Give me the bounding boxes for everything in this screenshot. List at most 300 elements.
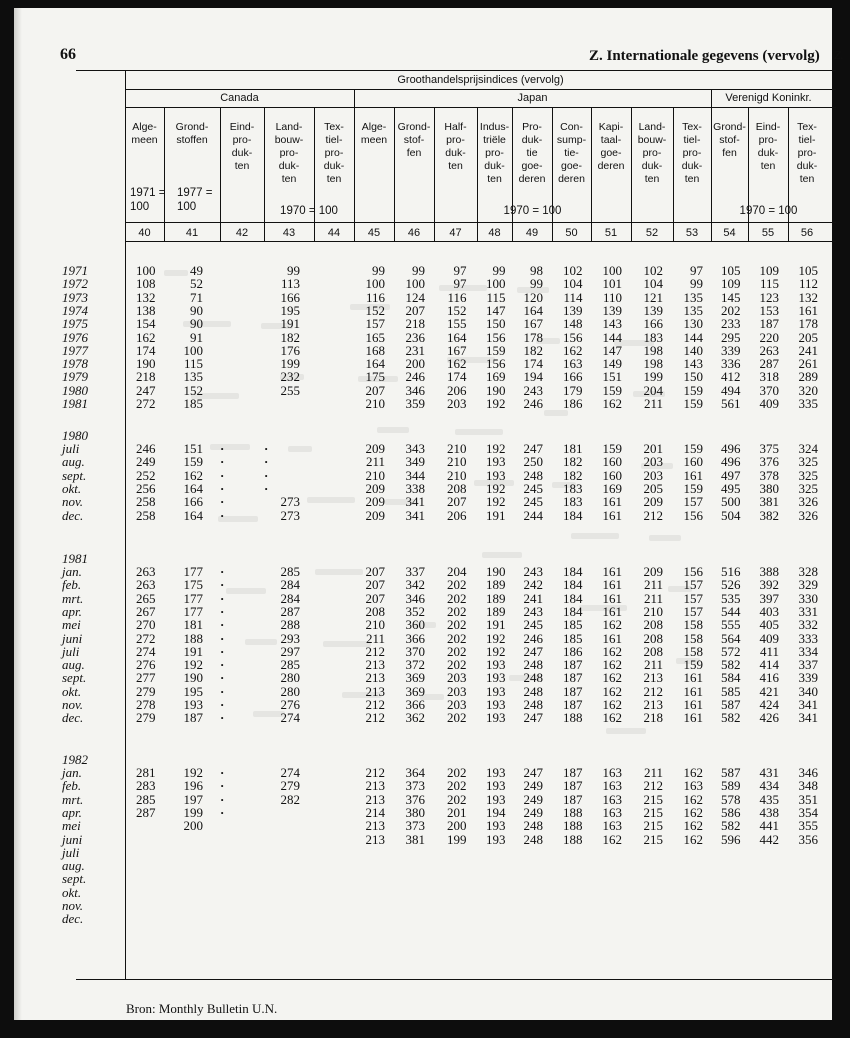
column-header: Half- pro- duk- ten <box>444 121 467 172</box>
table-cell: 236 <box>405 329 425 345</box>
table-cell: 249 <box>523 791 543 807</box>
table-cell: 166 <box>183 494 203 510</box>
table-cell: 434 <box>759 778 779 794</box>
table-cell: 193 <box>486 765 506 780</box>
table-cell: · <box>220 765 225 780</box>
table-cell: 188 <box>183 630 203 646</box>
table-cell: 202 <box>447 603 467 619</box>
table-cell: 192 <box>183 765 203 780</box>
table-cell: 215 <box>643 804 663 820</box>
table-cell: 176 <box>280 342 300 358</box>
table-cell: 191 <box>486 617 506 633</box>
base-year-label: 1970 = 100 <box>739 205 798 217</box>
table-cell: 287 <box>280 603 300 619</box>
table-cell: 246 <box>523 630 543 646</box>
table-cell: 213 <box>643 670 663 686</box>
table-cell: 193 <box>486 697 506 712</box>
row-label: 1976 <box>62 329 88 345</box>
table-cell: 555 <box>721 617 741 633</box>
table-cell: · <box>220 683 225 699</box>
row-label: nov. <box>62 697 84 712</box>
table-cell: 109 <box>721 276 741 292</box>
table-cell: 246 <box>523 396 543 411</box>
table-cell: 207 <box>365 577 385 593</box>
table-cell: 164 <box>183 480 203 496</box>
table-cell: 202 <box>447 791 467 807</box>
table-cell: 199 <box>447 831 467 847</box>
table-cell: 197 <box>183 791 203 807</box>
table-cell: 210 <box>365 617 385 633</box>
next-page-fragment <box>834 48 850 63</box>
bleed-through-mark <box>606 728 646 734</box>
table-cell: 582 <box>721 710 741 726</box>
table-cell: 526 <box>721 577 741 593</box>
column-number: 46 <box>407 227 421 239</box>
table-cell: 421 <box>759 683 779 699</box>
table-cell: · <box>220 778 225 794</box>
table-cell: 354 <box>798 804 818 820</box>
table-cell: 162 <box>563 342 583 358</box>
table-cell: 243 <box>523 564 543 579</box>
column-number: 41 <box>185 227 199 239</box>
table-cell: 184 <box>563 564 583 579</box>
table-cell: 163 <box>602 804 622 820</box>
table-cell: 130 <box>683 316 703 332</box>
table-cell: 209 <box>365 441 385 456</box>
table-cell: 212 <box>365 643 385 659</box>
table-cell: 210 <box>447 454 467 470</box>
table-cell: 145 <box>721 289 741 305</box>
table-cell: 144 <box>683 329 703 345</box>
column-header: Alge- meen <box>131 121 158 146</box>
table-cell: 148 <box>563 316 583 332</box>
table-cell: · <box>220 603 225 619</box>
table-cell: 194 <box>523 369 543 385</box>
table-cell: · <box>220 630 225 646</box>
table-cell: 157 <box>683 577 703 593</box>
bleed-through-mark <box>455 429 503 435</box>
row-label: 1979 <box>62 369 88 385</box>
table-cell: 339 <box>721 342 741 358</box>
column-number: 47 <box>449 227 462 239</box>
table-cell: 245 <box>523 494 543 510</box>
year-heading: 1980 <box>62 427 88 443</box>
table-cell: 193 <box>486 657 506 673</box>
table-cell: 112 <box>798 276 818 292</box>
table-cell: 116 <box>447 289 467 305</box>
table-cell: 199 <box>643 369 663 385</box>
table-cell: 245 <box>523 617 543 633</box>
table-cell: 273 <box>280 507 300 523</box>
table-cell: 409 <box>759 396 779 411</box>
table-cell: 181 <box>183 617 203 633</box>
table-cell: 207 <box>405 302 425 318</box>
table-cell: 184 <box>563 603 583 619</box>
column-number: 43 <box>282 227 296 239</box>
table-cell: 177 <box>183 590 203 606</box>
table-cell: 276 <box>280 697 300 712</box>
column-number: 49 <box>525 227 539 239</box>
table-cell: 109 <box>759 263 779 278</box>
table-cell: 209 <box>365 494 385 510</box>
table-top-rule <box>76 70 836 71</box>
table-cell: 194 <box>486 804 506 820</box>
table-cell: 202 <box>447 577 467 593</box>
column-header: Kapi- taal- goe- deren <box>597 121 625 172</box>
table-cell: 105 <box>798 263 818 278</box>
row-label: feb. <box>62 577 82 593</box>
table-cell: 200 <box>405 356 425 372</box>
table-cell: 193 <box>486 791 506 807</box>
table-cell: 248 <box>523 467 543 483</box>
stub-rule <box>125 70 126 980</box>
table-cell: 218 <box>405 316 425 332</box>
table-cell: 132 <box>798 289 818 305</box>
table-cell: 184 <box>563 577 583 593</box>
table-cell: 325 <box>798 480 818 496</box>
table-cell: 167 <box>523 316 543 332</box>
table-cell: 213 <box>365 831 385 847</box>
table-cell: 380 <box>759 480 779 496</box>
table-cell: 191 <box>280 316 300 332</box>
table-cell: 190 <box>486 382 506 398</box>
table-cell: 248 <box>523 831 543 847</box>
table-cell: 162 <box>602 670 622 686</box>
table-cell: 331 <box>798 603 818 619</box>
row-label: sept. <box>62 871 87 887</box>
table-cell: 202 <box>447 643 467 659</box>
table-cell: 175 <box>365 369 385 385</box>
table-cell: 206 <box>447 507 467 523</box>
table-cell: 178 <box>523 329 543 345</box>
table-cell: 187 <box>563 657 583 673</box>
column-number: 55 <box>761 227 775 239</box>
table-cell: 325 <box>798 454 818 470</box>
table-cell: 214 <box>365 804 385 820</box>
table-cell: 90 <box>190 316 203 332</box>
table-cell: 196 <box>183 778 203 794</box>
table-cell: 183 <box>643 329 663 345</box>
table-cell: 497 <box>721 467 741 483</box>
table-cell: 182 <box>563 467 583 483</box>
table-cell: 279 <box>136 683 156 699</box>
table-cell: 263 <box>759 342 779 358</box>
year-heading: 1981 <box>62 550 88 566</box>
table-cell: 243 <box>523 382 543 398</box>
table-cell: 189 <box>486 590 506 606</box>
table-cell: 102 <box>563 263 583 278</box>
table-cell: 207 <box>365 590 385 606</box>
table-cell: 185 <box>563 630 583 646</box>
table-cell: 203 <box>643 467 663 483</box>
table-cell: 175 <box>183 577 203 593</box>
table-cell: 213 <box>365 778 385 794</box>
row-label: juli <box>62 643 80 659</box>
table-cell: 90 <box>190 302 203 318</box>
row-label: 1974 <box>62 302 88 318</box>
table-cell: 337 <box>405 564 425 579</box>
column-number: 53 <box>685 227 699 239</box>
table-cell: 202 <box>447 765 467 780</box>
table-cell: 346 <box>798 765 818 780</box>
table-cell: 161 <box>602 590 622 606</box>
table-cell: 210 <box>447 441 467 456</box>
table-cell: 157 <box>683 494 703 510</box>
table-cell: 206 <box>447 382 467 398</box>
table-cell: 212 <box>365 697 385 712</box>
row-label: 1975 <box>62 316 88 332</box>
row-label: aug. <box>62 858 85 874</box>
table-cell: 188 <box>563 831 583 847</box>
table-cell: 249 <box>523 804 543 820</box>
table-cell: 159 <box>683 382 703 398</box>
table-cell: 282 <box>280 791 300 807</box>
table-cell: 364 <box>405 765 425 780</box>
table-cell: 140 <box>683 342 703 358</box>
table-cell: 187 <box>563 765 583 780</box>
table-cell: 210 <box>447 467 467 483</box>
table-cell: 174 <box>136 342 156 358</box>
table-cell: 115 <box>183 356 203 372</box>
table-cell: 255 <box>280 382 300 398</box>
column-header: Land- bouw- pro- duk- ten <box>637 121 667 185</box>
table-cell: 381 <box>759 494 779 510</box>
table-cell: 247 <box>523 765 543 780</box>
table-cell: 210 <box>365 396 385 411</box>
table-cell: 267 <box>136 603 156 619</box>
table-cell: 185 <box>563 617 583 633</box>
table-cell: 211 <box>365 454 385 470</box>
table-cell: 218 <box>643 710 663 726</box>
table-cell: 135 <box>183 369 203 385</box>
table-cell: 199 <box>183 804 203 820</box>
table-cell: · <box>220 697 225 712</box>
table-cell: 162 <box>683 831 703 847</box>
table-cell: 188 <box>563 804 583 820</box>
table-cell: · <box>264 467 269 483</box>
table-cell: 208 <box>365 603 385 619</box>
table-cell: 215 <box>643 831 663 847</box>
row-label: mrt. <box>62 791 84 807</box>
next-page-chapter: Z. <box>834 48 844 62</box>
table-cell: 362 <box>405 710 425 726</box>
table-cell: 213 <box>365 791 385 807</box>
table-cell: 97 <box>453 276 467 292</box>
colnum-rule <box>125 241 836 242</box>
row-label: okt. <box>62 683 82 699</box>
table-cell: 403 <box>759 603 779 619</box>
table-cell: 231 <box>405 342 425 358</box>
table-cell: 157 <box>683 603 703 619</box>
table-cell: 205 <box>643 480 663 496</box>
table-cell: 535 <box>721 590 741 606</box>
table-cell: 360 <box>405 617 425 633</box>
table-cell: 190 <box>183 670 203 686</box>
row-label: aug. <box>62 657 85 673</box>
table-cell: 166 <box>280 289 300 305</box>
table-cell: 202 <box>447 590 467 606</box>
table-cell: 152 <box>183 382 203 398</box>
table-cell: 139 <box>563 302 583 318</box>
table-cell: 248 <box>523 683 543 699</box>
table-cell: 376 <box>759 454 779 470</box>
table-cell: 373 <box>405 818 425 834</box>
table-cell: 381 <box>405 831 425 847</box>
table-cell: 285 <box>280 564 300 579</box>
table-cell: 208 <box>643 617 663 633</box>
table-cell: 494 <box>721 382 741 398</box>
row-label: nov. <box>62 898 84 913</box>
table-cell: · <box>220 617 225 633</box>
table-cell: 293 <box>280 630 300 646</box>
table-cell: 193 <box>183 697 203 712</box>
table-cell: 166 <box>643 316 663 332</box>
table-cell: 337 <box>798 657 818 673</box>
table-cell: 211 <box>643 396 663 411</box>
table-cell: 500 <box>721 494 741 510</box>
table-cell: 150 <box>486 316 506 332</box>
table-cell: 156 <box>486 356 506 372</box>
table-cell: 544 <box>721 603 741 619</box>
table-cell: 162 <box>683 804 703 820</box>
table-cell: 215 <box>643 818 663 834</box>
row-label: 1981 <box>62 396 88 411</box>
table-cell: 344 <box>405 467 425 483</box>
table-cell: 182 <box>523 342 543 358</box>
table-cell: 211 <box>643 765 663 780</box>
table-cell: 163 <box>563 356 583 372</box>
table-cell: 245 <box>523 480 543 496</box>
table-cell: 132 <box>136 289 156 305</box>
row-label: 1978 <box>62 356 88 372</box>
table-cell: 272 <box>136 630 156 646</box>
table-cell: 232 <box>280 369 300 385</box>
table-cell: 159 <box>683 396 703 411</box>
table-cell: 584 <box>721 670 741 686</box>
table-cell: 202 <box>447 778 467 794</box>
table-cell: 369 <box>405 670 425 686</box>
table-cell: · <box>264 480 269 496</box>
table-cell: 157 <box>683 590 703 606</box>
table-cell: 585 <box>721 683 741 699</box>
table-cell: · <box>220 454 225 470</box>
group-label: Canada <box>220 92 259 104</box>
table-cell: 210 <box>643 603 663 619</box>
table-cell: 157 <box>365 316 385 332</box>
table-cell: 326 <box>798 494 818 510</box>
table-cell: 161 <box>683 670 703 686</box>
table-cell: 213 <box>365 657 385 673</box>
table-cell: 177 <box>183 603 203 619</box>
table-cell: 192 <box>486 480 506 496</box>
table-cell: · <box>220 494 225 510</box>
table-cell: 100 <box>602 263 622 278</box>
table-cell: 193 <box>486 670 506 686</box>
table-cell: 192 <box>486 441 506 456</box>
book-page <box>14 8 844 1020</box>
table-cell: 376 <box>405 791 425 807</box>
table-cell: 208 <box>643 630 663 646</box>
table-cell: 155 <box>447 316 467 332</box>
row-label: nov. <box>62 494 84 510</box>
table-cell: 100 <box>405 276 425 292</box>
table-cell: 285 <box>136 791 156 807</box>
table-cell: 582 <box>721 818 741 834</box>
column-header: Grond- stof- fen <box>397 121 431 159</box>
column-number: 54 <box>723 227 736 239</box>
table-cell: · <box>220 657 225 673</box>
table-cell: 516 <box>721 564 741 579</box>
table-cell: 373 <box>405 778 425 794</box>
table-cell: 193 <box>486 454 506 470</box>
table-cell: 247 <box>136 382 156 398</box>
table-cell: 284 <box>280 590 300 606</box>
table-cell: 114 <box>563 289 583 305</box>
row-label: okt. <box>62 480 82 496</box>
table-cell: 287 <box>759 356 779 372</box>
table-cell: · <box>220 590 225 606</box>
table-cell: 564 <box>721 630 741 646</box>
table-cell: 187 <box>563 791 583 807</box>
row-label: juli <box>62 441 80 456</box>
table-cell: 207 <box>447 494 467 510</box>
table-cell: 101 <box>602 276 622 292</box>
table-cell: 162 <box>683 818 703 834</box>
table-cell: 220 <box>759 329 779 345</box>
table-cell: 277 <box>136 670 156 686</box>
table-cell: · <box>220 577 225 593</box>
table-cell: 284 <box>280 577 300 593</box>
table-cell: 116 <box>365 289 385 305</box>
column-header: Tex- tiel- pro- duk- ten <box>796 121 818 185</box>
table-cell: 99 <box>530 276 543 292</box>
column-header: Tex- tiel- pro- duk- ten <box>323 121 345 185</box>
table-cell: 158 <box>683 630 703 646</box>
row-label: dec. <box>62 507 84 523</box>
header-rule <box>125 222 836 223</box>
table-cell: 162 <box>683 765 703 780</box>
table-cell: 143 <box>683 356 703 372</box>
table-cell: 160 <box>602 454 622 470</box>
table-cell: 248 <box>523 670 543 686</box>
table-cell: 409 <box>759 630 779 646</box>
table-cell: 397 <box>759 590 779 606</box>
table-cell: 123 <box>759 289 779 305</box>
table-cell: 203 <box>447 697 467 712</box>
table-cell: 261 <box>798 356 818 372</box>
table-cell: 186 <box>563 396 583 411</box>
table-cell: 211 <box>643 590 663 606</box>
table-cell: 504 <box>721 507 741 523</box>
table-cell: 289 <box>798 369 818 385</box>
table-cell: 187 <box>759 316 779 332</box>
table-cell: 561 <box>721 396 741 411</box>
table-cell: 212 <box>365 765 385 780</box>
table-cell: 380 <box>405 804 425 820</box>
table-cell: 212 <box>643 683 663 699</box>
column-number: 42 <box>235 227 249 239</box>
group-label: Japan <box>517 92 548 104</box>
table-cell: 330 <box>798 590 818 606</box>
table-cell: 139 <box>643 302 663 318</box>
table-cell: 366 <box>405 697 425 712</box>
table-cell: 249 <box>523 778 543 794</box>
table-cell: 248 <box>523 818 543 834</box>
table-cell: 392 <box>759 577 779 593</box>
table-cell: 356 <box>798 831 818 847</box>
table-cell: 161 <box>798 302 818 318</box>
table-cell: 169 <box>602 480 622 496</box>
